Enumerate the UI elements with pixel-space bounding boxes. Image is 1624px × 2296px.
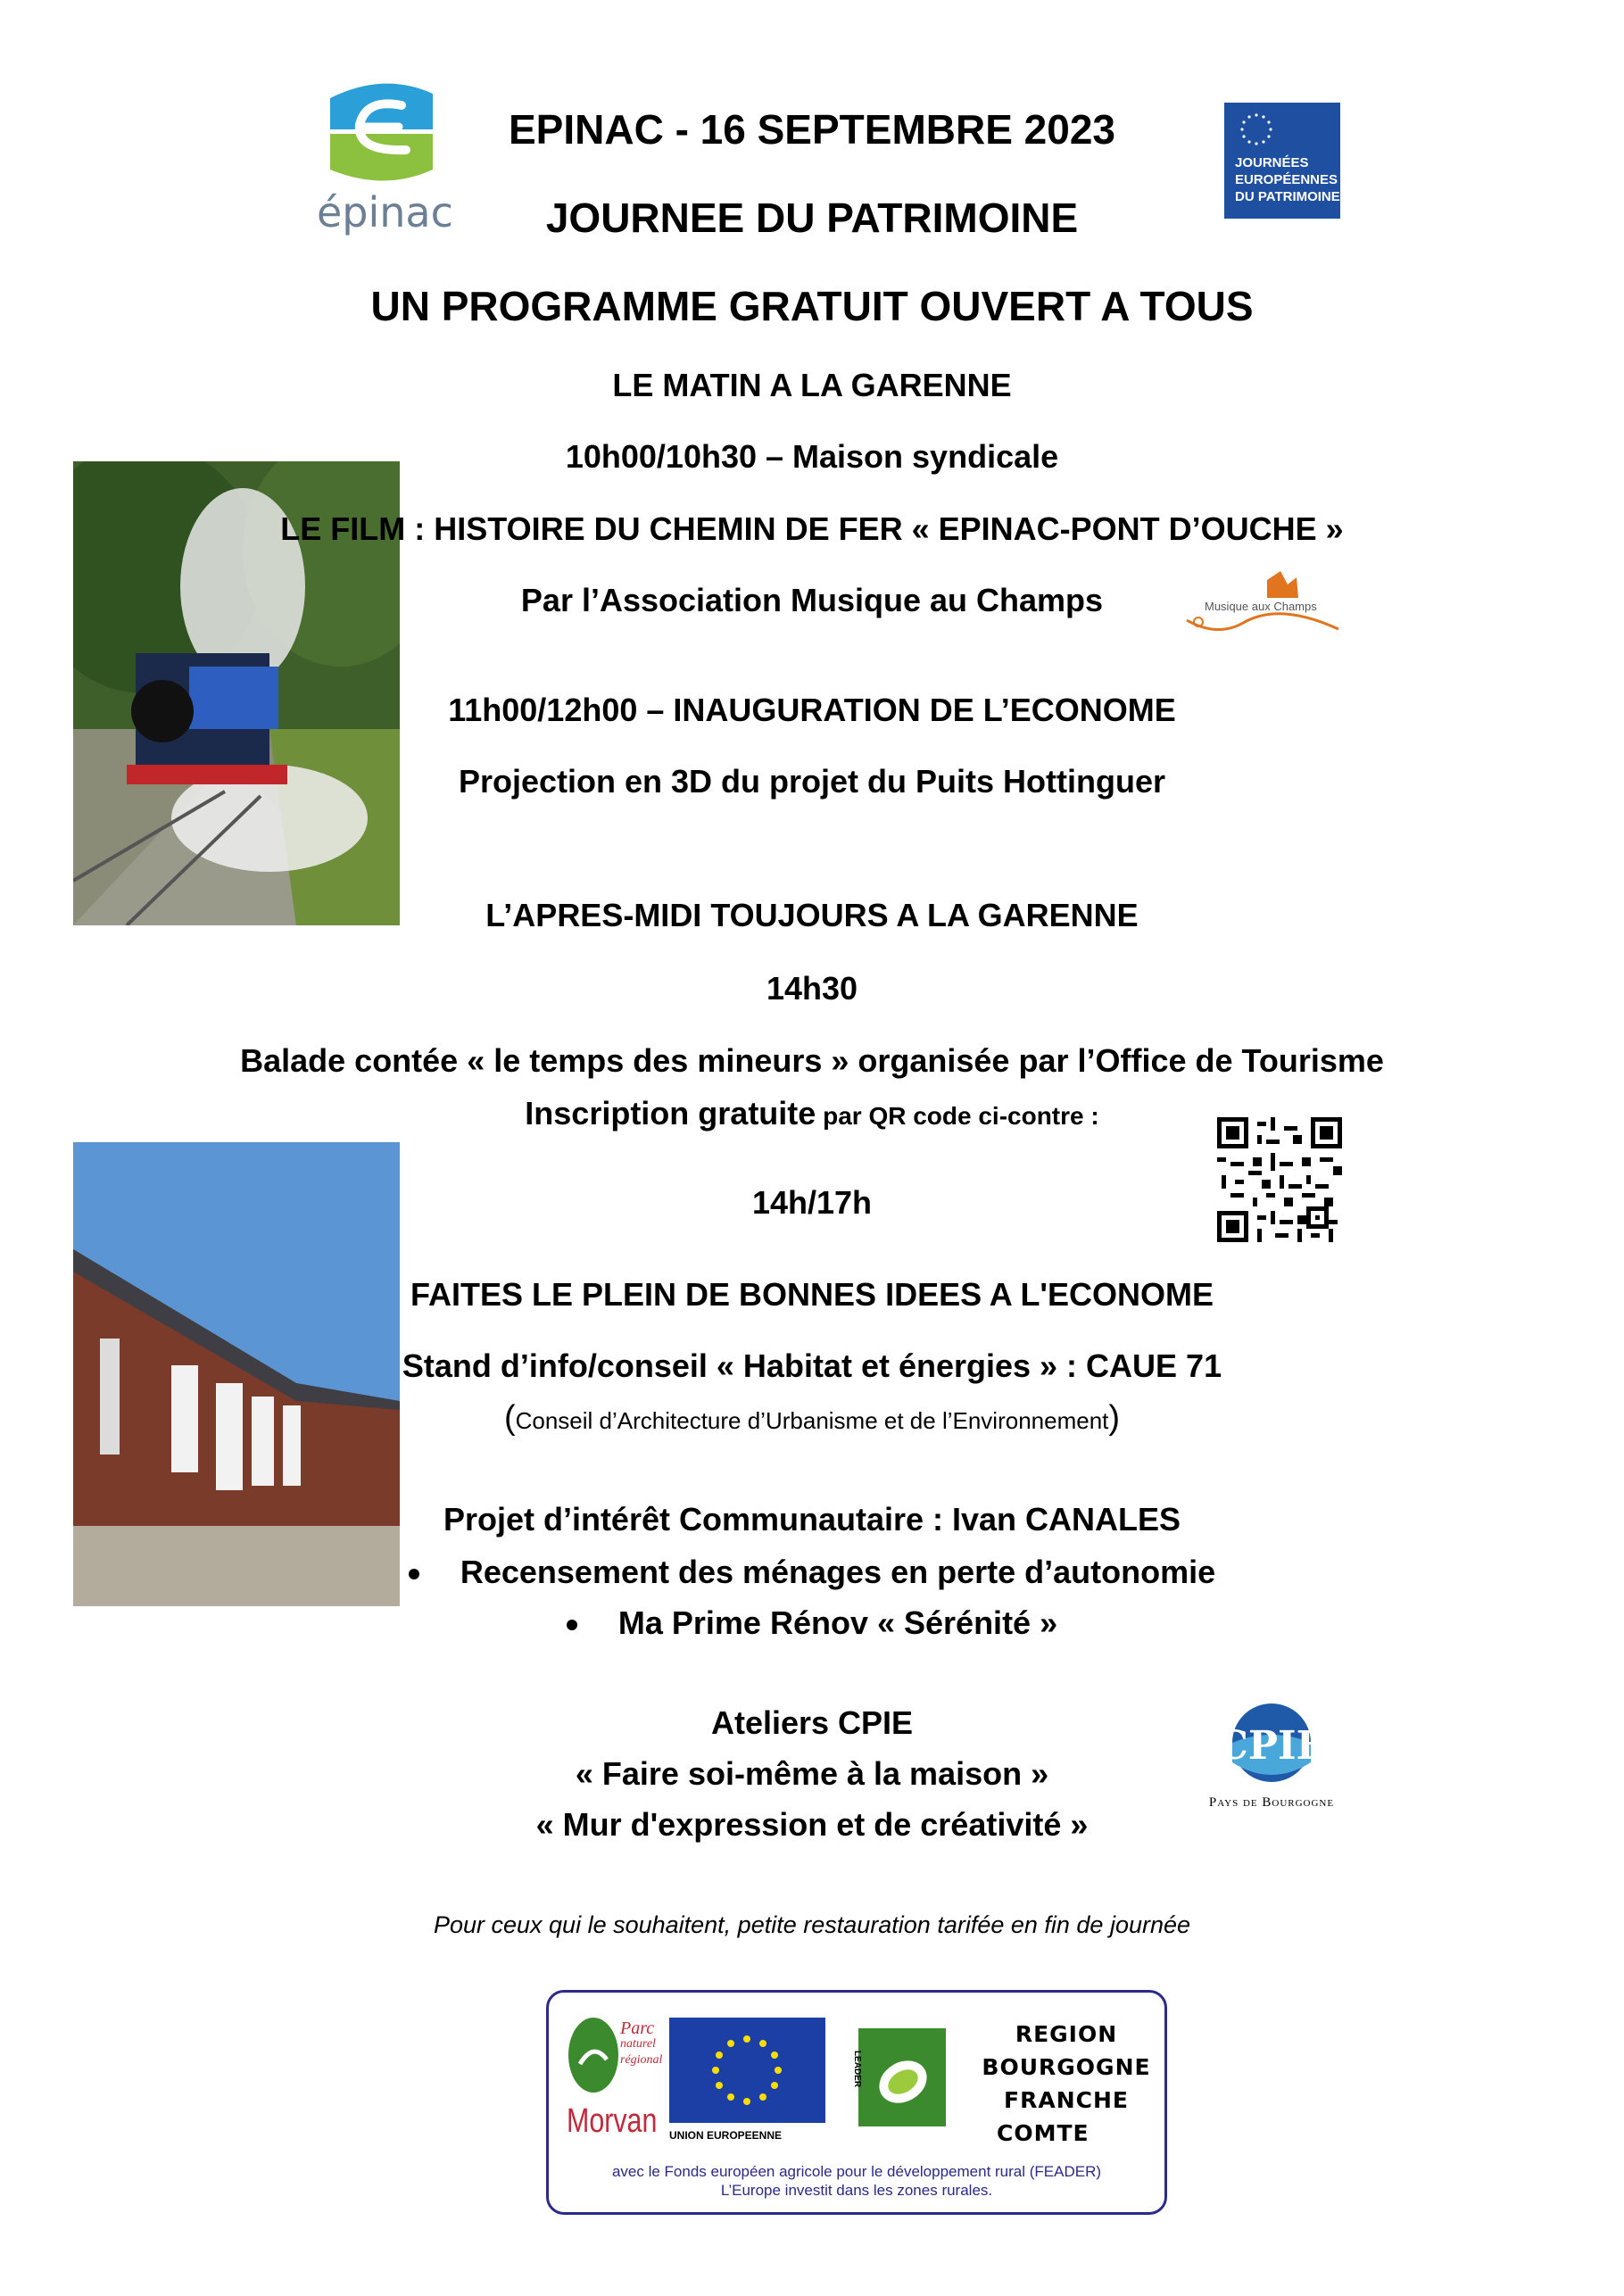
- leader-logo: [848, 2028, 946, 2126]
- stand-line: Stand d’info/conseil « Habitat et énergies » : CAUE 71: [402, 1347, 1222, 1384]
- parc-line: naturel: [620, 2037, 656, 2051]
- bullet-text-1: Recensement des ménages en perte d’autonomie: [460, 1554, 1216, 1590]
- caue-full-name: Conseil d’Architecture d’Urbanisme et de l’Environnement: [515, 1407, 1109, 1434]
- atelier-item-1: « Faire soi-même à la maison »: [575, 1755, 1049, 1792]
- leader-label: LEADER: [852, 2050, 863, 2088]
- eu-flag-logo: [669, 2018, 825, 2141]
- inscription-qr-note: par QR code ci-contre :: [816, 1102, 1099, 1130]
- musique-logo-text: Musique aux Champs: [1205, 600, 1317, 613]
- morning-time-1: 10h00/10h30 – Maison syndicale: [565, 438, 1059, 475]
- bullet-icon: [567, 1620, 577, 1630]
- ateliers-heading: Ateliers CPIE: [710, 1704, 914, 1741]
- afternoon-time-1: 14h30: [766, 970, 858, 1007]
- morvan-text: Morvan: [567, 2102, 658, 2140]
- bullet-text-2: Ma Prime Rénov « Sérénité »: [617, 1604, 1058, 1641]
- ue-label: UNION EUROPEENNE: [669, 2129, 783, 2142]
- parc-morvan-icon: [567, 2015, 620, 2095]
- partners-banner: [546, 1990, 1167, 2215]
- plein-line: FAITES LE PLEIN DE BONNES IDEES A L'ECONOME: [410, 1276, 1214, 1313]
- cpie-logo-sub: Pays de Bourgogne: [1208, 1795, 1335, 1810]
- bullet-item-2: [0, 1604, 1624, 1642]
- film-line: LE FILM : HISTOIRE DU CHEMIN DE FER « EPINAC-PONT D’OUCHE »: [280, 510, 1344, 547]
- caue-paren-open: (: [503, 1399, 516, 1437]
- afternoon-time-2: 14h/17h: [751, 1184, 873, 1221]
- caue-full-line: [0, 1399, 1624, 1438]
- parc-line: Parc: [620, 2018, 655, 2038]
- region-logo: [977, 2018, 1156, 2150]
- region-line: FRANCHE: [1004, 2087, 1129, 2113]
- morning-heading: LE MATIN A LA GARENNE: [612, 367, 1012, 403]
- leader-icon: [848, 2028, 946, 2126]
- epinac-logo-text: épinac: [317, 188, 453, 236]
- feader-line-2: L’Europe investit dans les zones rurales.: [720, 2182, 993, 2199]
- eu-flag-icon: [669, 2018, 825, 2123]
- region-line: BOURGOGNE: [982, 2054, 1151, 2080]
- qr-code[interactable]: [1217, 1117, 1342, 1242]
- parc-morvan-logo: [567, 2015, 674, 2149]
- feader-line-1: avec le Fonds européen agricole pour le développement rural (FEADER): [611, 2163, 1102, 2180]
- afternoon-heading: L’APRES-MIDI TOUJOURS A LA GARENNE: [485, 897, 1139, 933]
- cpie-logo-text: CPIE: [1216, 1723, 1327, 1769]
- cpie-logo: [1187, 1700, 1356, 1816]
- parc-line: régional: [620, 2053, 663, 2067]
- morning-time-2: 11h00/12h00 – INAUGURATION DE L’ECONOME: [448, 692, 1176, 728]
- caue-paren-close: ): [1108, 1399, 1121, 1437]
- inscription-line: [0, 1095, 1624, 1132]
- program-headline: UN PROGRAMME GRATUIT OUVERT A TOUS: [370, 283, 1254, 329]
- jep-logo-line: EUROPÉENNES: [1235, 172, 1338, 187]
- projet-line: Projet d’intérêt Communautaire : Ivan CANALES: [443, 1501, 1181, 1538]
- atelier-item-2: « Mur d'expression et de créativité »: [535, 1806, 1089, 1843]
- inscription-label: Inscription gratuite: [525, 1095, 816, 1131]
- region-line: COMTE: [997, 2120, 1090, 2146]
- bullet-icon: [409, 1569, 419, 1579]
- restauration-note: Pour ceux qui le souhaitent, petite restauration tarifée en fin de journée: [433, 1911, 1191, 1938]
- projection-line: Projection en 3D du projet du Puits Hottinguer: [458, 763, 1166, 800]
- jep-logo-line: JOURNÉES: [1235, 155, 1309, 170]
- association-line: Par l’Association Musique au Champs: [520, 582, 1104, 618]
- musique-aux-champs-logo: [1182, 567, 1343, 647]
- jep-logo-line: DU PATRIMOINE: [1235, 189, 1340, 204]
- page-title: EPINAC - 16 SEPTEMBRE 2023: [508, 106, 1115, 153]
- region-line: REGION: [1015, 2021, 1118, 2047]
- page-subtitle: JOURNEE DU PATRIMOINE: [545, 195, 1079, 241]
- cpie-logo-mark: [1187, 1700, 1356, 1789]
- balade-line: Balade contée « le temps des mineurs » organisée par l’Office de Tourisme: [240, 1042, 1384, 1079]
- bullet-item-1: [0, 1554, 1624, 1591]
